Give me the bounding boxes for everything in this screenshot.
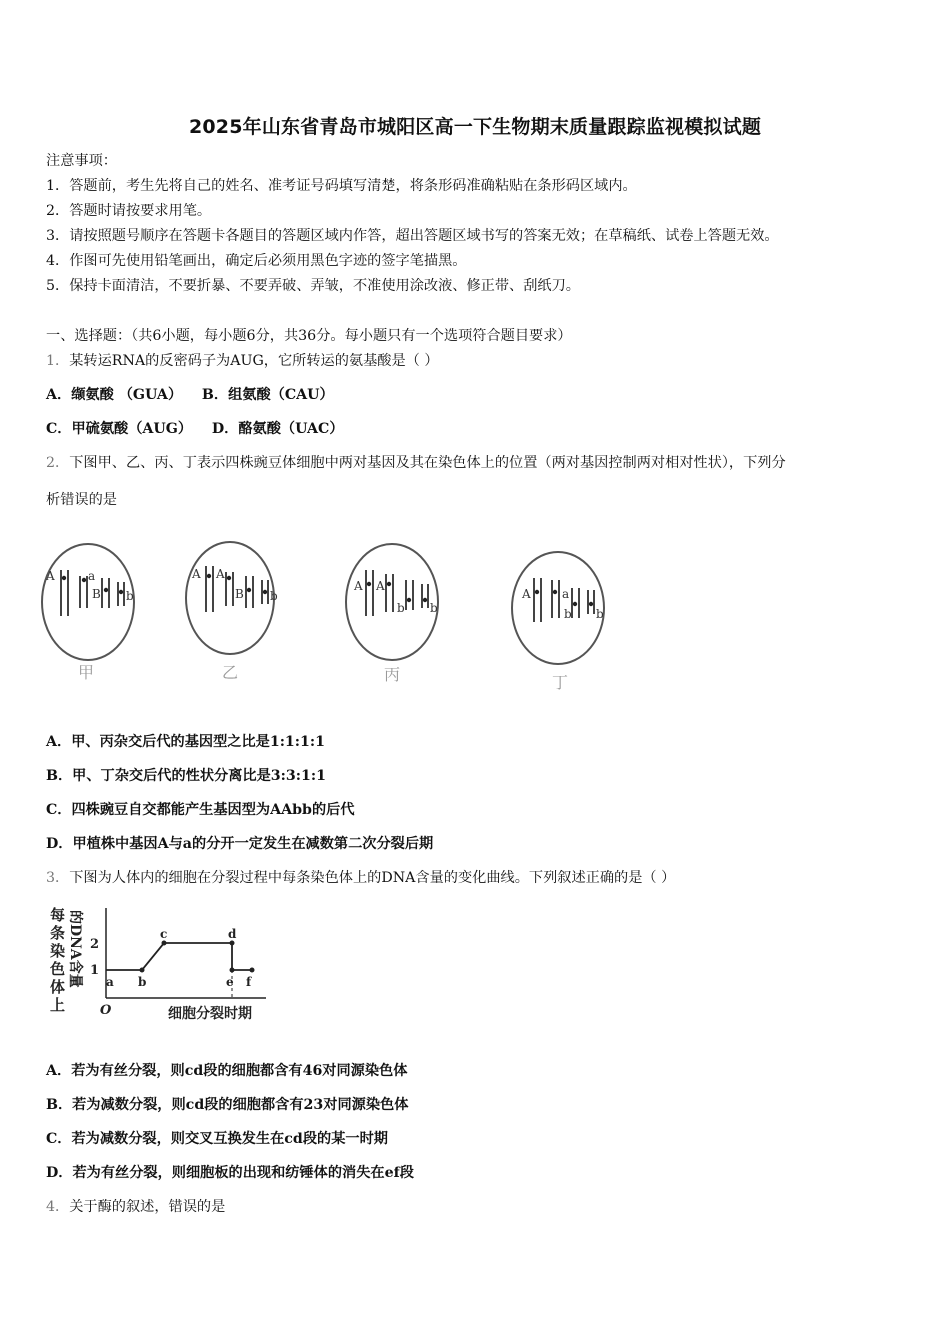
question-stem: 下图为人体内的细胞在分裂过程中每条染色体上的DNA含量的变化曲线。下列叙述正确的是（ ） [69,870,676,886]
gene-label: A [354,579,363,593]
cell-label: 甲 [78,663,95,682]
gene-label: b [564,607,572,621]
curve-point [140,968,145,973]
y-title-char: 上 [50,996,66,1014]
gene-label: a [562,587,570,601]
notice-item-5: 5．保持卡面清洁，不要折暴、不要弄破、弄皱，不准使用涂改液、修正带、刮纸刀。 [46,278,580,294]
origin-label: O [100,1003,112,1018]
cell-bing [346,544,438,684]
cell-label: 丁 [552,673,569,692]
q1-options-row-1: A．缬氨酸 （GUA） B．组氨酸（CAU） [46,387,334,403]
notice-heading: 注意事项： [46,153,117,169]
point-label-c: c [160,927,168,941]
notice-item-3: 3．请按照题号顺序在答题卡各题目的答题区域内作答，超出答题区域书写的答案无效；在草稿纸、试卷上答题无效。 [46,228,779,244]
y-title-char: 每 [50,906,66,924]
gene-label: A [522,587,531,601]
y-tick-label: 1 [90,963,100,978]
notice-item-2: 2．答题时请按要求用笔。 [46,203,212,219]
cell-label: 丙 [384,665,401,684]
curve-point [162,941,167,946]
curve-point [250,968,255,973]
gene-label: a [88,569,96,583]
cell-ding [512,552,604,692]
q3-option-a: A．若为有丝分裂，则cd段的细胞都含有46对同源染色体 [46,1063,408,1079]
question-2 [46,454,786,472]
y-tick-label: 2 [90,937,100,952]
point-label-f: f [246,975,252,989]
q2-option-d: D．甲植株中基因A与a的分开一定发生在减数第二次分裂后期 [46,836,434,852]
x-axis-title: 细胞分裂时期 [168,1006,252,1022]
question-number: 1． [46,353,70,369]
gene-label: b [126,589,134,603]
notice-item-1: 1．答题前，考生先将自己的姓名、准考证号码填写清楚，将条形码准确粘贴在条形码区域内。 [46,178,637,194]
question-stem: 某转运RNA的反密码子为AUG，它所转运的氨基酸是（ ） [69,353,439,369]
y-title-char: 色 [50,960,66,978]
cell-yi [186,542,278,682]
gene-label: B [235,587,244,601]
dna-content-chart [44,900,284,1030]
question-stem: 下图甲、乙、丙、丁表示四株豌豆体细胞中两对基因及其在染色体上的位置（两对基因控制两对相对性状），下列分 [69,455,786,471]
q3-option-d: D．若为有丝分裂，则细胞板的出现和纺锤体的消失在ef段 [46,1165,414,1181]
y-title-char: 染 [50,942,66,960]
curve-point [230,941,235,946]
question-number: 4． [46,1199,70,1215]
gene-label: b [430,601,438,615]
gene-label: A [376,579,385,593]
gene-label: A [216,567,225,581]
y-axis-title-right: 的DNA含量 [67,910,83,988]
curve-point [230,968,235,973]
gene-label: B [92,587,101,601]
question-4 [46,1198,225,1216]
notice-item-4: 4．作图可先使用铅笔画出，确定后必须用黑色字迹的签字笔描黑。 [46,253,467,269]
q2-option-c: C．四株豌豆自交都能产生基因型为AAbb的后代 [46,802,355,818]
gene-label: b [397,601,405,615]
q1-options-row-2: C．甲硫氨酸（AUG） D．酪氨酸（UAC） [46,421,344,437]
point-label-e: e [226,975,234,989]
question-3 [46,869,675,887]
cell-jia [42,544,134,682]
point-label-d: d [228,927,237,941]
cell-label: 乙 [222,663,239,682]
section-heading: 一、选择题：（共6小题，每小题6分，共36分。每小题只有一个选项符合题目要求） [46,328,572,344]
gene-label: A [192,567,201,581]
q3-option-c: C．若为减数分裂，则交叉互换发生在cd段的某一时期 [46,1131,388,1147]
y-title-char: 体 [50,978,66,996]
page-title: 2025年山东省青岛市城阳区高一下生物期末质量跟踪监视模拟试题 [188,116,762,138]
question-number: 3． [46,870,70,886]
question-2-stem-cont: 析错误的是 [46,492,117,508]
q3-option-b: B．若为减数分裂，则cd段的细胞都含有23对同源染色体 [46,1097,409,1113]
question-1 [46,352,439,370]
gene-label: b [270,589,278,603]
y-title-char: 条 [50,924,66,942]
gene-label: b [596,607,604,621]
pea-cells-figure [40,528,620,698]
y-axis-title-left [49,906,65,1014]
point-label-b: b [138,975,147,989]
q2-option-b: B．甲、丁杂交后代的性状分离比是3:3:1:1 [46,768,327,784]
question-stem: 关于酶的叙述，错误的是 [69,1199,226,1215]
q2-option-a: A．甲、丙杂交后代的基因型之比是1:1:1:1 [46,734,326,750]
point-label-a: a [106,975,114,989]
gene-label: A [46,569,55,583]
dna-curve [106,943,252,970]
question-number: 2． [46,455,70,471]
